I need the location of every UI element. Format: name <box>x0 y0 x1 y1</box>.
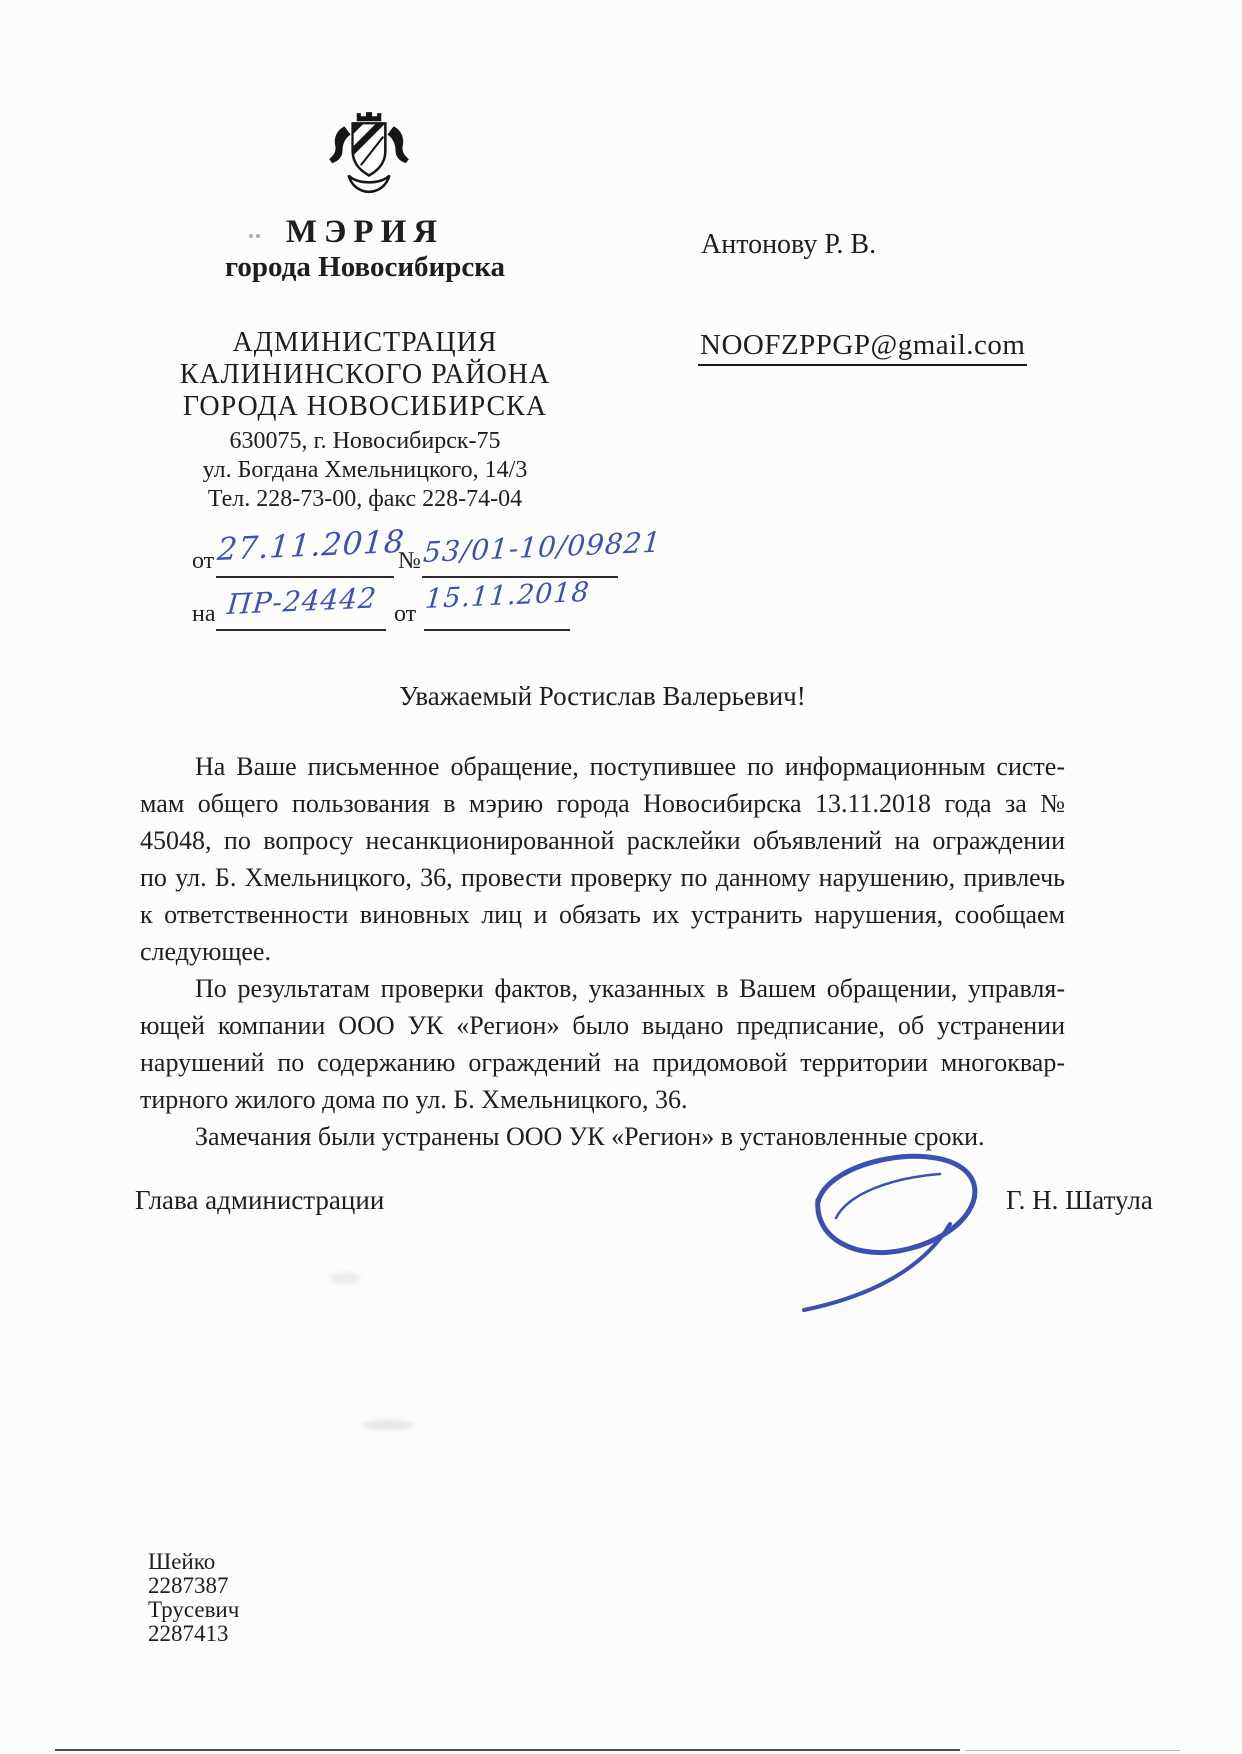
ref-from-label: от <box>192 548 215 574</box>
ref-on-value-handwriting: ПР-24442 <box>226 581 379 621</box>
address-line: Тел. 228-73-00, факс 228-74-04 <box>207 486 523 512</box>
signer-title: Глава администрации <box>135 1185 385 1215</box>
org-address <box>140 427 590 514</box>
address-line: ул. Богдана Хмельницкого, 14/3 <box>202 457 528 483</box>
ref-on-date-label: от <box>394 601 417 627</box>
org-name: МЭРИЯ <box>285 214 445 250</box>
salutation: Уважаемый Ростислав Валерьевич! <box>399 681 806 711</box>
body-line: 45048, по вопросу несанкционированной расклейки объявлений на ограждении <box>140 826 1065 855</box>
ref-on-value-field <box>216 578 386 631</box>
department-line: АДМИНИСТРАЦИЯ <box>232 327 498 358</box>
body-line: к ответственности виновных лиц и обязать их устранить нарушения, сообщаем <box>140 900 1065 929</box>
department-line: ГОРОДА НОВОСИБИРСКА <box>182 391 548 422</box>
handwritten-signature-icon <box>778 1136 1003 1321</box>
scan-artifact-edge-line <box>55 1749 960 1751</box>
body-line: тирного жилого дома по ул. Б. Хмельницкого, 36. <box>140 1085 688 1114</box>
scan-artifact-edge-line <box>965 1750 1180 1751</box>
body-line: Замечания были устранены ООО УК «Регион» в установленные сроки. <box>195 1122 985 1151</box>
org-subname: города Новосибирска <box>224 251 506 283</box>
executor-name: Шейко <box>148 1549 216 1574</box>
body-line: мам общего пользования в мэрию города Новосибирска 13.11.2018 года за № <box>140 789 1065 818</box>
department-name <box>140 327 590 423</box>
ref-on-label: на <box>192 601 216 627</box>
body-line: На Ваше письменное обращение, поступившее по информационным систе- <box>195 752 1065 781</box>
ref-number-handwriting: 53/01-10/09821 <box>422 525 663 569</box>
body-line: следующее. <box>140 937 271 966</box>
ref-number-field <box>422 524 663 578</box>
ref-number-label: № <box>398 548 421 574</box>
ref-on-date-field <box>424 576 591 631</box>
executor-phone: 2287413 <box>148 1621 229 1646</box>
recipient-email: NOOFZPPGP@gmail.com <box>698 329 1027 366</box>
ref-from-date-handwriting: 27.11.2018 <box>216 523 407 568</box>
ref-on-date-handwriting: 15.11.2018 <box>424 576 591 615</box>
body-line: По результатам проверки фактов, указанных в Вашем обращении, управля- <box>195 974 1065 1003</box>
department-line: КАЛИНИНСКОГО РАЙОНА <box>179 359 551 390</box>
body-line: ющей компании ООО УК «Регион» было выдано предписание, об устранении <box>140 1011 1065 1040</box>
executor-name: Трусевич <box>148 1597 240 1622</box>
letter-body <box>140 748 1065 1155</box>
novosibirsk-coat-of-arms-icon <box>322 108 416 200</box>
executor-phone: 2287387 <box>148 1573 229 1598</box>
scan-artifact-smudge <box>330 1272 360 1284</box>
body-line: нарушений по содержанию ограждений на придомовой территории многоквар- <box>140 1048 1065 1077</box>
ref-from-date-field <box>216 523 407 578</box>
signer-name: Г. Н. Шатула <box>1006 1185 1153 1215</box>
body-line: по ул. Б. Хмельницкого, 36, провести проверку по данному нарушению, привлечь <box>140 863 1065 892</box>
scan-artifact-smudge <box>362 1420 414 1430</box>
executors-block <box>148 1550 239 1646</box>
address-line: 630075, г. Новосибирск-75 <box>229 428 501 454</box>
recipient-name: Антонову Р. В. <box>701 229 877 260</box>
